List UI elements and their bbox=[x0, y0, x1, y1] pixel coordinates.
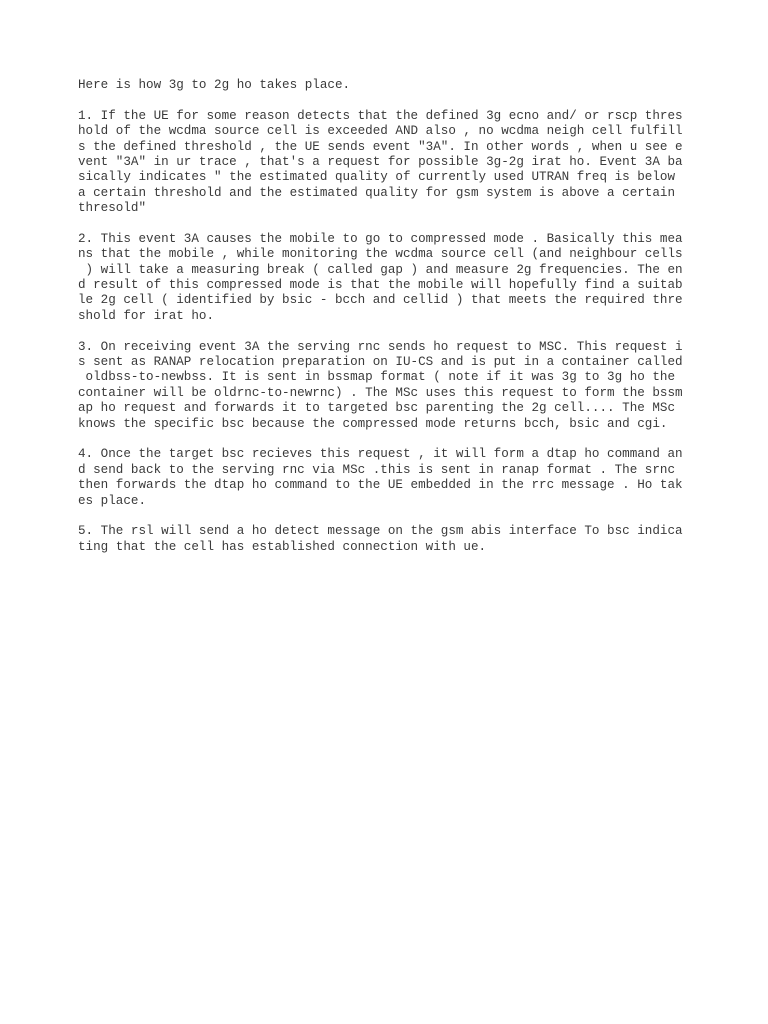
text-line: vent "3A" in ur trace , that's a request for possible 3g-2g irat ho. Event 3A ba bbox=[78, 154, 683, 169]
text-line: 2. This event 3A causes the mobile to go to compressed mode . Basically this mea bbox=[78, 231, 683, 246]
text-line: knows the specific bsc because the compressed mode returns bcch, bsic and cgi. bbox=[78, 416, 668, 431]
text-line: container will be oldrnc-to-newrnc) . The MSc uses this request to form the bssm bbox=[78, 385, 683, 400]
text-line: hold of the wcdma source cell is exceeded AND also , no wcdma neigh cell fulfill bbox=[78, 124, 683, 139]
paragraph-3 bbox=[78, 340, 738, 432]
text-line: shold for irat ho. bbox=[78, 308, 215, 323]
text-line: d result of this compressed mode is that the mobile will hopefully find a suitab bbox=[78, 278, 683, 293]
text-line: oldbss-to-newbss. It is sent in bssmap format ( note if it was 3g to 3g ho the bbox=[78, 370, 676, 385]
text-line: 4. Once the target bsc recieves this request , it will form a dtap ho command an bbox=[78, 447, 683, 462]
paragraph-2 bbox=[78, 232, 738, 324]
text-line: 3. On receiving event 3A the serving rnc sends ho request to MSC. This request i bbox=[78, 339, 683, 354]
text-line: sically indicates " the estimated quality of currently used UTRAN freq is below bbox=[78, 170, 676, 185]
text-line: d send back to the serving rnc via MSc .this is sent in ranap format . The srnc bbox=[78, 462, 676, 477]
intro-paragraph bbox=[78, 78, 738, 93]
text-line: le 2g cell ( identified by bsic - bcch and cellid ) that meets the required thre bbox=[78, 293, 683, 308]
paragraph-5 bbox=[78, 524, 738, 555]
text-line: ting that the cell has established connection with ue. bbox=[78, 539, 487, 554]
text-line: ) will take a measuring break ( called gap ) and measure 2g frequencies. The en bbox=[78, 262, 683, 277]
text-line: s sent as RANAP relocation preparation on IU-CS and is put in a container called bbox=[78, 355, 683, 370]
text-line: 5. The rsl will send a ho detect message on the gsm abis interface To bsc indica bbox=[78, 524, 683, 539]
paragraph-4 bbox=[78, 447, 738, 509]
text-line: a certain threshold and the estimated quality for gsm system is above a certain bbox=[78, 185, 676, 200]
text-line: 1. If the UE for some reason detects that the defined 3g ecno and/ or rscp thres bbox=[78, 108, 683, 123]
text-line: s the defined threshold , the UE sends event "3A". In other words , when u see e bbox=[78, 139, 683, 154]
text-line: Here is how 3g to 2g ho takes place. bbox=[78, 78, 351, 92]
document-body bbox=[78, 78, 738, 571]
text-line: thresold" bbox=[78, 201, 147, 216]
paragraph-1 bbox=[78, 109, 738, 217]
text-line: ns that the mobile , while monitoring the wcdma source cell (and neighbour cells bbox=[78, 247, 683, 262]
text-line: ap ho request and forwards it to targeted bsc parenting the 2g cell.... The MSc bbox=[78, 401, 676, 416]
text-line: then forwards the dtap ho command to the UE embedded in the rrc message . Ho tak bbox=[78, 478, 683, 493]
text-line: es place. bbox=[78, 493, 147, 508]
